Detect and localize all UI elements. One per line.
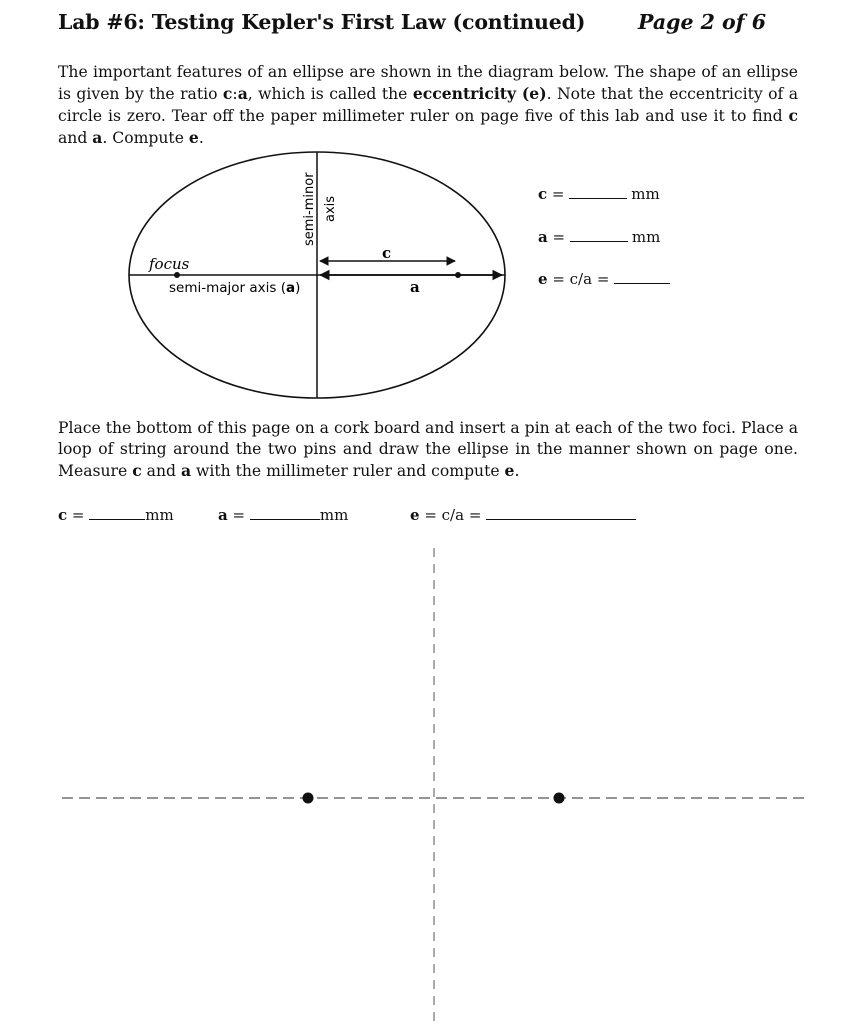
lab-title: Lab #6: Testing Kepler's First Law (continued) [58, 10, 586, 34]
a-label: a [410, 278, 420, 296]
diagram-c-blank[interactable] [569, 185, 627, 199]
answer-a-field: a = mm [218, 506, 349, 524]
answer-e-field: e = c/a = [410, 506, 636, 524]
diagram-e-blank[interactable] [614, 270, 670, 284]
focus-label: focus [149, 255, 190, 273]
focus-dot-right [455, 272, 461, 278]
diagram-e-field: e = c/a = [538, 270, 670, 288]
semi-minor-label: semi-minor [302, 172, 317, 246]
answer-a-blank[interactable] [250, 506, 320, 520]
answer-e-blank[interactable] [486, 506, 636, 520]
semi-major-label: semi-major axis (a) [169, 280, 301, 296]
pin-dot-right [554, 793, 565, 804]
pin-dot-left [303, 793, 314, 804]
answer-c-field: c = mm [58, 506, 174, 524]
diagram-c-field: c = mm [538, 185, 660, 203]
diagram-a-field: a = mm [538, 228, 661, 246]
axis-label: axis [323, 195, 338, 222]
intro-paragraph: The important features of an ellipse are shown in the diagram below. The shape of an ellipse is given by the ratio c:a, which is called the eccentricity (e). Note that the eccentricity of a circle is zero. Tear off the paper millimeter ruler on page five of this lab and use it to find c and a. Compute e. [58, 63, 798, 147]
answer-c-blank[interactable] [89, 506, 145, 520]
instructions-paragraph: Place the bottom of this page on a cork board and insert a pin at each of the two foci. Place a loop of string around the two pins and draw the ellipse in the manner shown on page one. Measure c and a with the millimeter ruler and compute e. [58, 419, 798, 480]
page-number: Page 2 of 6 [638, 10, 766, 34]
diagram-a-blank[interactable] [570, 228, 628, 242]
c-label: c [382, 244, 392, 262]
